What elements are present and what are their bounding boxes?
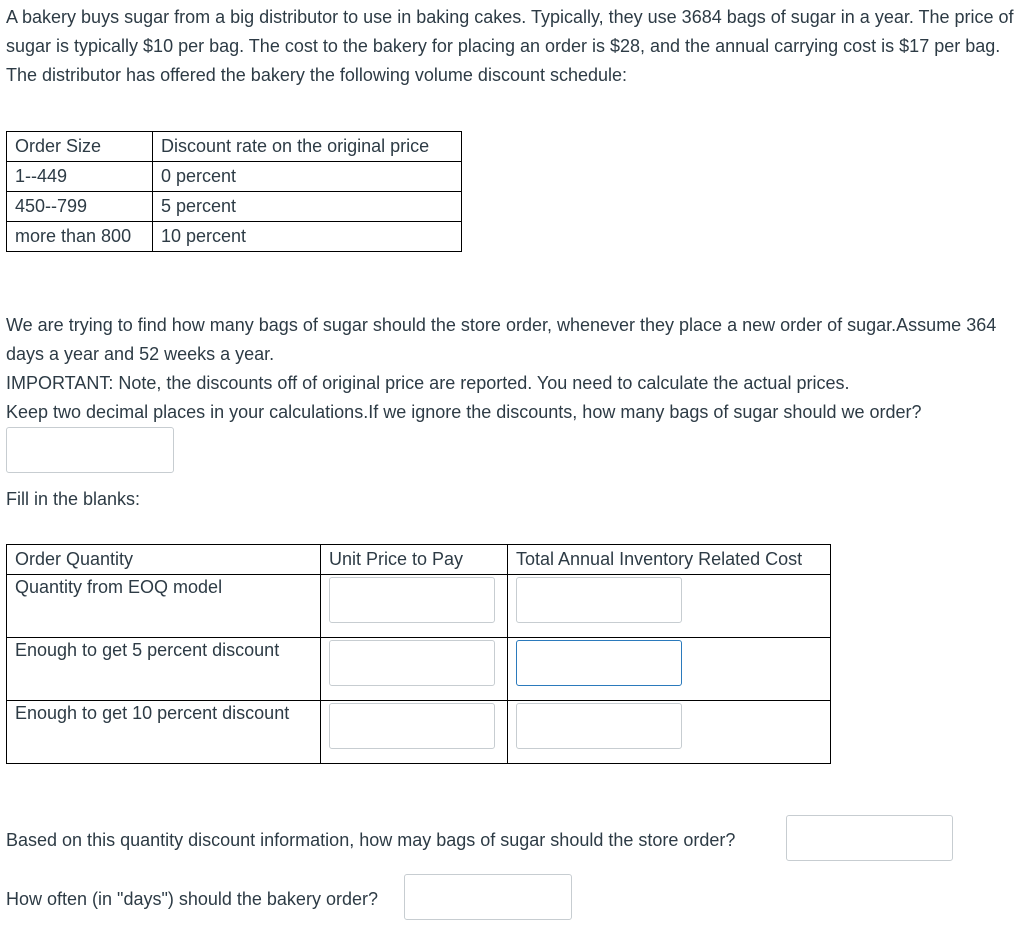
header-order-quantity: Order Quantity bbox=[7, 545, 321, 575]
unit-price-input-eoq[interactable] bbox=[329, 577, 495, 623]
table-row bbox=[7, 575, 831, 638]
table-row bbox=[7, 162, 462, 192]
order-frequency-input[interactable] bbox=[404, 874, 572, 920]
unit-price-cell bbox=[321, 575, 508, 638]
table-row bbox=[7, 222, 462, 252]
total-cost-input-5-percent[interactable] bbox=[516, 640, 682, 686]
row-label-10-percent: Enough to get 10 percent discount bbox=[7, 701, 321, 764]
unit-price-input-10-percent[interactable] bbox=[329, 703, 495, 749]
unit-price-cell bbox=[321, 701, 508, 764]
eoq-answer-input[interactable] bbox=[6, 427, 174, 473]
table-row bbox=[7, 638, 831, 701]
total-cost-cell bbox=[508, 701, 831, 764]
cell-order-size: 1--449 bbox=[7, 162, 153, 192]
total-cost-cell bbox=[508, 638, 831, 701]
question-assumptions: We are trying to find how many bags of sugar should the store order, whenever they place a new order of sugar.Assume 364 days a year and 52 weeks a year. bbox=[6, 315, 997, 364]
unit-price-input-5-percent[interactable] bbox=[329, 640, 495, 686]
question-eoq-prompt: Keep two decimal places in your calculations.If we ignore the discounts, how many bags of sugar should we order? bbox=[6, 402, 922, 422]
fill-blanks-table bbox=[6, 544, 831, 764]
fill-blanks-label: Fill in the blanks: bbox=[6, 489, 141, 509]
table-header-row bbox=[7, 545, 831, 575]
cell-order-size: 450--799 bbox=[7, 192, 153, 222]
header-discount-rate: Discount rate on the original price bbox=[153, 132, 462, 162]
order-quantity-question: Based on this quantity discount information, how may bags of sugar should the store order? bbox=[6, 830, 736, 850]
cell-discount-rate: 0 percent bbox=[153, 162, 462, 192]
question-block bbox=[6, 311, 1020, 427]
row-label-eoq: Quantity from EOQ model bbox=[7, 575, 321, 638]
question-important-note: IMPORTANT: Note, the discounts off of original price are reported. You need to calculate the actual prices. bbox=[6, 373, 850, 393]
discount-schedule-table bbox=[6, 131, 462, 252]
cell-discount-rate: 5 percent bbox=[153, 192, 462, 222]
total-cost-input-10-percent[interactable] bbox=[516, 703, 682, 749]
table-header-row bbox=[7, 132, 462, 162]
row-label-5-percent: Enough to get 5 percent discount bbox=[7, 638, 321, 701]
order-quantity-input[interactable] bbox=[786, 815, 953, 861]
cell-order-size: more than 800 bbox=[7, 222, 153, 252]
header-order-size: Order Size bbox=[7, 132, 153, 162]
cell-discount-rate: 10 percent bbox=[153, 222, 462, 252]
unit-price-cell bbox=[321, 638, 508, 701]
header-unit-price: Unit Price to Pay bbox=[321, 545, 508, 575]
order-frequency-question: How often (in "days") should the bakery order? bbox=[6, 889, 378, 909]
total-cost-cell bbox=[508, 575, 831, 638]
table-row bbox=[7, 192, 462, 222]
problem-intro: A bakery buys sugar from a big distributor to use in baking cakes. Typically, they use 3684 bags of sugar in a year. The price of sugar is typically $10 per bag. The cost to the bakery for placing an order is $28, and the annual carrying cost is $17 per bag. The distributor has offered the bakery the following volume discount schedule: bbox=[6, 7, 1014, 85]
total-cost-input-eoq[interactable] bbox=[516, 577, 682, 623]
table-row bbox=[7, 701, 831, 764]
header-total-cost: Total Annual Inventory Related Cost bbox=[508, 545, 831, 575]
